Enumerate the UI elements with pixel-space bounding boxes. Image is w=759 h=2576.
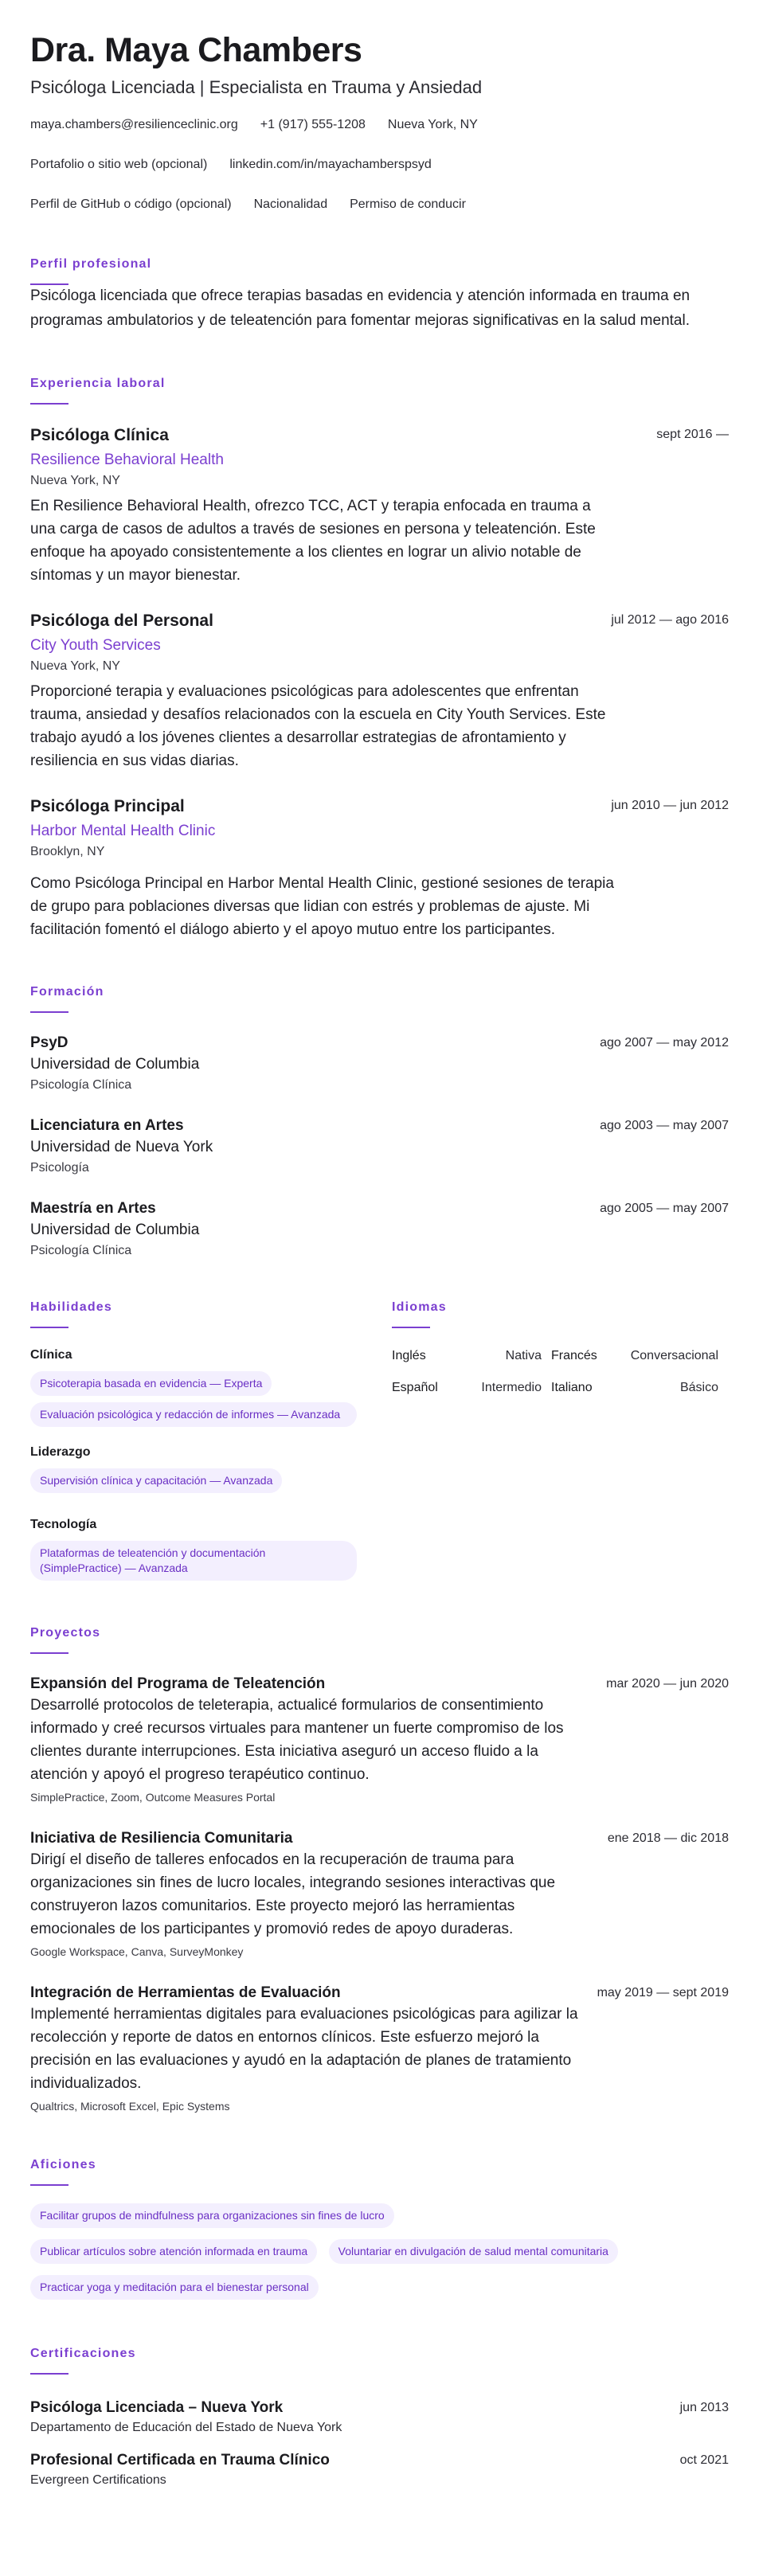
contact-location: Nueva York, NY [387,118,478,131]
experience-section [30,376,729,941]
skill-tag: Psicoterapia basada en evidencia — Experta [30,1371,272,1396]
language-level: Conversacional [630,1349,718,1362]
hobby-tag: Publicar artículos sobre atención informada en trauma [30,2239,317,2264]
project-description: Desarrollé protocolos de teleterapia, actualicé formularios de consentimiento informado y creé recursos virtuales para mantener un fuerte compromiso de los clientes durante interrupciones. Esta iniciativa aseguró un acceso fluido a la atención y apoyó el progreso terapéutico continuo. [30,1697,564,1783]
certification-name: Profesional Certificada en Trauma Clínico [30,2452,330,2469]
skills-section [30,1300,392,1598]
section-divider [392,1327,430,1328]
contact-driving-license: Permiso de conducir [350,197,466,211]
education-entry [30,1199,729,1260]
section-divider [30,2373,68,2375]
job-location: Nueva York, NY [30,659,120,673]
project-tools: Google Workspace, Canva, SurveyMonkey [30,1945,244,1958]
skill-tag: Plataformas de teleatención y documentación (SimplePractice) — Avanzada [30,1541,357,1581]
certification-date: oct 2021 [679,2453,729,2467]
skill-group-title: Liderazgo [30,1445,91,1459]
skill-group [30,1444,392,1499]
section-title: Aficiones [30,2158,96,2171]
contact-nationality: Nacionalidad [253,197,328,211]
hobby-tag: Practicar yoga y meditación para el bienestar personal [30,2275,319,2300]
profile-summary: Psicóloga licenciada que ofrece terapias basadas en evidencia y atención informada en trauma en programas ambulatorios y de teleatención para fomentar mejoras significativas en la salud mental. [30,287,691,329]
candidate-name: Dra. Maya Chambers [30,31,362,69]
education-section [30,984,729,1260]
school-name: Universidad de Columbia [30,1222,200,1238]
job-employer: City Youth Services [30,637,161,654]
contact-email[interactable]: maya.chambers@resilienceclinic.org [30,118,238,131]
job-description: En Resilience Behavioral Health, ofrezco TCC, ACT y terapia enfocada en trauma a una carga de casos de adultos a través de sesiones en persona y teleatención. Este enfoque ha apoyado consistentemente a los clientes en lograr un alivio notable de síntomas y un mayor bienestar. [30,498,596,584]
section-title: Formación [30,985,104,999]
experience-entry [30,611,729,772]
education-dates: ago 2003 — may 2007 [600,1119,729,1132]
job-location: Brooklyn, NY [30,845,105,858]
job-dates: sept 2016 — [656,428,729,441]
skill-group [30,1517,392,1581]
languages-list [392,1347,718,1397]
hobbies-list [30,2203,729,2311]
project-entry [30,1829,729,1960]
section-title: Proyectos [30,1626,101,1640]
language-level: Básico [679,1381,718,1394]
section-title: Habilidades [30,1300,113,1314]
candidate-headline: Psicóloga Licenciada | Especialista en Trauma y Ansiedad [30,77,483,97]
projects-section [30,1625,729,2114]
project-entry [30,1675,729,1805]
profile-section [30,256,729,333]
certification-issuer: Evergreen Certifications [30,2473,166,2487]
project-dates: ene 2018 — dic 2018 [607,1831,729,1845]
project-description: Dirigí el diseño de talleres enfocados en la recuperación de trauma para organizaciones sin fines de lucro locales, integrando sesiones interactivas que construyeron lazos comunitarios. Este proyecto mejoró las herramientas emocionales de los participantes y promovió redes de apoyo duraderas. [30,1851,556,1937]
project-name: Expansión del Programa de Teleatención [30,1675,326,1692]
certification-date: jun 2013 [679,2401,729,2414]
project-description: Implementé herramientas digitales para evaluaciones psicológicas para agilizar la recolección y reporte de datos en entornos clínicos. Este esfuerzo mejoró la precisión en las evaluaciones y ayudó en la adaptación de planes de tratamiento individualizados. [30,2006,578,2092]
job-dates: jun 2010 — jun 2012 [611,799,729,812]
skill-group-title: Clínica [30,1348,72,1362]
job-description: Proporcioné terapia y evaluaciones psicológicas para adolescentes que enfrentan trauma, ansiedad y desafíos relacionados con la escuela en City Youth Services. Este trabajo ayudó a los jóvenes clientes a desarrollar estrategias de afrontamiento y resiliencia en sus vidas diarias. [30,683,606,769]
language-name: Español [392,1381,438,1394]
hobby-tag: Voluntariar en divulgación de salud mental comunitaria [329,2239,618,2264]
hobbies-section [30,2157,729,2311]
contact-info [30,116,729,213]
field-of-study: Psicología [30,1161,89,1175]
section-divider [30,2184,68,2186]
project-tools: SimplePractice, Zoom, Outcome Measures Portal [30,1791,276,1804]
languages-section [392,1300,718,1598]
section-title: Experiencia laboral [30,377,166,390]
skill-group [30,1347,392,1427]
project-dates: may 2019 — sept 2019 [597,1986,729,1999]
contact-portfolio[interactable]: Portafolio o sitio web (opcional) [30,158,208,171]
hobby-tag: Facilitar grupos de mindfulness para organizaciones sin fines de lucro [30,2203,394,2228]
degree-title: Maestría en Artes [30,1200,156,1217]
skills-languages-row [30,1300,729,1598]
section-divider [30,403,68,405]
section-title: Perfil profesional [30,257,152,271]
contact-linkedin[interactable]: linkedin.com/in/mayachamberspsyd [229,158,432,171]
job-dates: jul 2012 — ago 2016 [611,613,729,627]
education-dates: ago 2007 — may 2012 [600,1036,729,1050]
section-title: Certificaciones [30,2347,136,2360]
certification-entry [30,2398,729,2437]
field-of-study: Psicología Clínica [30,1078,132,1092]
experience-entry [30,796,729,941]
education-entry [30,1034,729,1094]
project-entry [30,1984,729,2114]
skill-tag: Evaluación psicológica y redacción de informes — Avanzada [30,1402,357,1427]
certification-issuer: Departamento de Educación del Estado de Nueva York [30,2421,342,2434]
project-tools: Qualtrics, Microsoft Excel, Epic Systems [30,2100,230,2113]
language-level: Intermedio [481,1381,542,1394]
section-divider [30,1327,68,1328]
job-title: Psicóloga del Personal [30,612,213,630]
language-name: Italiano [551,1381,593,1394]
field-of-study: Psicología Clínica [30,1244,132,1257]
job-title: Psicóloga Clínica [30,426,169,444]
resume-header [30,30,729,213]
project-dates: mar 2020 — jun 2020 [606,1677,729,1691]
skill-group-title: Tecnología [30,1518,97,1531]
job-employer: Resilience Behavioral Health [30,451,224,468]
school-name: Universidad de Nueva York [30,1139,213,1155]
job-description: Como Psicóloga Principal en Harbor Mental Health Clinic, gestioné sesiones de terapia de grupo para poblaciones diversas que lidian con estrés y problemas de ajuste. Mi facilitación fomentó el diálogo abierto y el apoyo mutuo entre los participantes. [30,875,614,938]
language-name: Francés [551,1349,597,1362]
education-dates: ago 2005 — may 2007 [600,1202,729,1215]
project-name: Integración de Herramientas de Evaluación [30,1984,341,2001]
section-divider [30,1652,68,1654]
contact-github[interactable]: Perfil de GitHub o código (opcional) [30,197,232,211]
experience-entry [30,425,729,587]
language-name: Inglés [392,1349,426,1362]
section-divider [30,1011,68,1013]
certification-name: Psicóloga Licenciada – Nueva York [30,2399,284,2416]
degree-title: PsyD [30,1034,68,1051]
school-name: Universidad de Columbia [30,1056,200,1073]
education-entry [30,1116,729,1177]
language-level: Nativa [505,1349,542,1362]
certifications-section [30,2346,729,2489]
job-employer: Harbor Mental Health Clinic [30,823,216,839]
certification-entry [30,2451,729,2489]
contact-phone[interactable]: +1 (917) 555-1208 [260,118,366,131]
degree-title: Licenciatura en Artes [30,1117,184,1134]
section-title: Idiomas [392,1300,447,1314]
skill-tag: Supervisión clínica y capacitación — Avanzada [30,1468,282,1493]
job-location: Nueva York, NY [30,474,120,487]
project-name: Iniciativa de Resiliencia Comunitaria [30,1830,293,1847]
job-title: Psicóloga Principal [30,797,185,815]
